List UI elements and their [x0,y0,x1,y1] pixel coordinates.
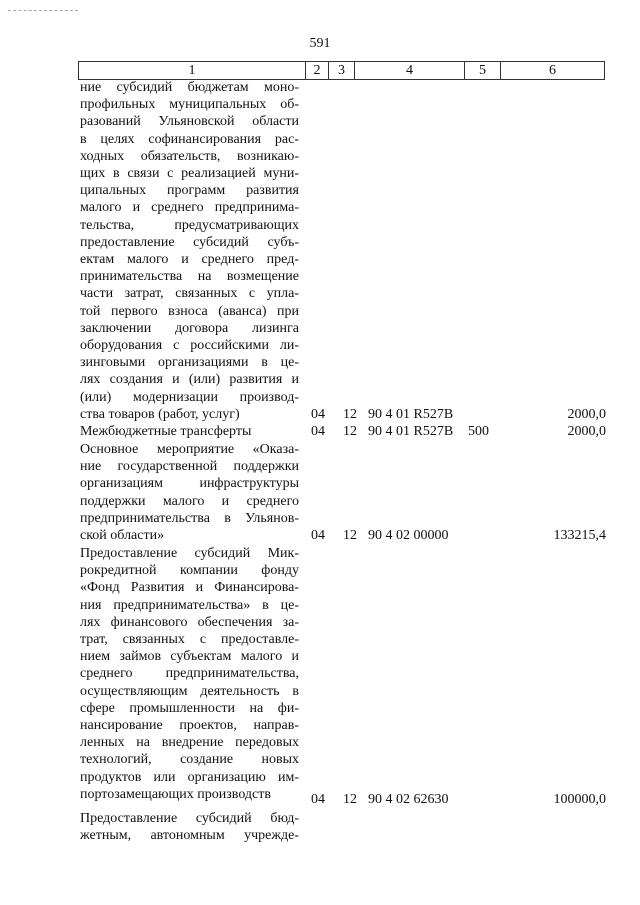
subsection-code: 12 [343,406,357,422]
description-line: Межбюджетные трансферты [80,424,252,439]
description-line: Предоставление субсидий Мик- [80,546,299,561]
row-description [80,423,299,440]
description-line: щих в связи с реализацией муни- [80,166,299,182]
description-line: зинговыми организациями в це- [80,355,299,371]
header-col-5: 5 [464,62,500,79]
description-line: среднего предпринимательства, [80,666,299,682]
row-description [80,79,299,423]
table-header [78,61,605,80]
scan-artifact [8,10,78,13]
expense-type-code: 500 [468,424,489,439]
header-col-2: 2 [305,62,328,79]
row-description [80,810,299,844]
description-line: ния предпринимательства» в це- [80,597,299,613]
amount: 2000,0 [567,424,606,439]
description-line: ходных обязательств, возникаю- [80,148,299,164]
description-line: портозамещающих производств [80,786,271,802]
description-line: поддержки малого и среднего [80,493,299,509]
row-description [80,441,299,544]
description-line: жетным, автономным учрежде- [80,828,299,844]
subsection-code: 12 [343,528,357,543]
description-line: ектам малого и среднего пред- [80,252,299,268]
subsection-code: 12 [343,792,357,807]
amount: 133215,4 [553,528,606,543]
description-line: разований Ульяновской области [80,114,299,130]
description-line: осуществляющим деятельность в [80,683,299,699]
header-col-6: 6 [500,62,605,79]
description-line: организациям инфраструктуры [80,476,299,492]
target-article-code: 90 4 01 R527B [368,424,454,439]
description-line: Основное мероприятие «Оказа- [80,442,299,457]
description-line: лях создания и (или) развития и [80,372,299,388]
header-col-3: 3 [328,62,354,79]
subsection-code: 12 [343,424,357,439]
target-article-code: 90 4 02 62630 [368,792,449,807]
amount: 2000,0 [567,406,606,422]
description-line: лях финансового обеспечения за- [80,614,299,630]
section-code: 04 [311,528,325,543]
section-code: 04 [311,424,325,439]
description-line: рокредитной компании фонду [80,563,299,579]
description-line: принимательства на возмещение [80,269,299,285]
description-line: ской области» [80,528,165,544]
description-line: ципальных программ развития [80,183,299,199]
description-line: профильных муниципальных об- [80,97,299,113]
header-col-4: 4 [354,62,464,79]
description-line: «Фонд Развития и Финансирова- [80,580,299,596]
target-article-code: 90 4 01 R527B [368,406,454,422]
header-col-1: 1 [78,62,305,79]
amount: 100000,0 [553,792,606,807]
row-description [80,545,299,803]
description-line: ние субсидий бюджетам моно- [80,80,299,95]
description-line: тельства, предусматривающих [80,217,299,233]
description-line: малого и среднего предпринима- [80,200,299,216]
description-line: нием займов субъектам малого и [80,649,299,665]
description-line: оборудования с российскими ли- [80,338,299,354]
description-line: нансирование проектов, направ- [80,718,299,734]
description-line: продуктов или организацию им- [80,769,299,785]
description-line: сфере промышленности на фи- [80,700,299,716]
description-line: ства товаров (работ, услуг) [80,406,240,422]
description-line: трат, связанных с предоставле- [80,632,299,648]
description-line: Предоставление субсидий бюд- [80,811,299,826]
description-line: ленных на внедрение передовых [80,735,299,751]
section-code: 04 [311,792,325,807]
description-line: ние государственной поддержки [80,459,299,475]
description-line: предоставление субсидий субъ- [80,234,299,250]
description-line: в целях софинансирования рас- [80,131,299,147]
target-article-code: 90 4 02 00000 [368,528,449,543]
description-line: заключении договора лизинга [80,320,299,336]
description-line: технологий, создание новых [80,752,299,768]
description-line: части затрат, связанных с упла- [80,286,299,302]
description-line: предпринимательства в Ульянов- [80,510,299,526]
description-line: (или) модернизации производ- [80,389,299,405]
page-number: 591 [309,36,331,51]
description-line: той первого взноса (аванса) при [80,303,299,319]
section-code: 04 [311,406,325,422]
